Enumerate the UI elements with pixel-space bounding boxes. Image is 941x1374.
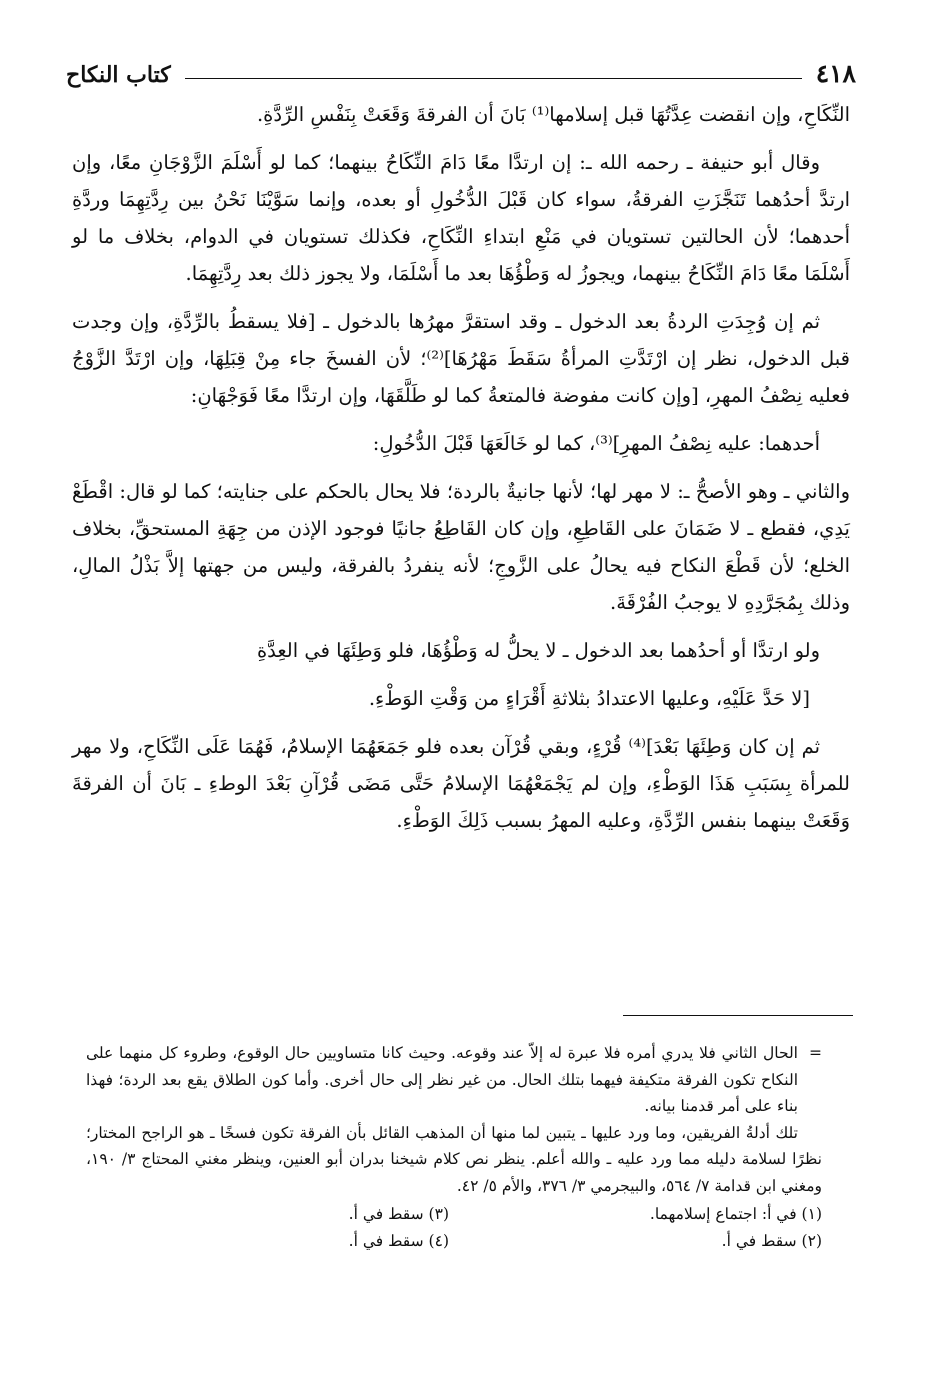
footnotes <box>86 1040 822 1254</box>
footnote-separator <box>623 1015 853 1016</box>
footnote-1: (١) في أ: اجتماع إسلامهما. <box>649 1205 822 1223</box>
footnote-list <box>86 1201 822 1254</box>
footnote-4: (٤) سقط في أ. <box>348 1231 449 1250</box>
paragraph: ثم إن وُجِدَتِ الردةُ بعد الدخول ـ وقد استقرَّ مهرُها بالدخول ـ [فلا يسقطُ بالرِّدَّةِ، وإن وجدت قبل الدخول، نظر إن ارْتَدَّتِ المرأةُ سَقَطَ مَهْرُهَا]⁽²⁾؛ لأن الفسخَ جاء مِنْ قِبَلِهَا، وإن ارْتَدَّ الزَّوْجُ فعليه نِصْفُ المهرِ، [وإن كانت مفوضة فالمتعةُ كما لو طَلَّقَهَا، وإن ارتدَّا معًا فَوَجْهَانِ: <box>72 310 850 407</box>
continuation-mark: = <box>809 1044 822 1062</box>
footnote-3: (٣) سقط في أ. <box>348 1205 449 1223</box>
paragraph: أحدهما: عليه نِصْفُ المهرِ]⁽³⁾، كما لو خَالَعَهَا قَبْلَ الدُّخُولِ: <box>372 432 820 455</box>
footnote-text: تلك أدلةُ الفريقين، وما ورد عليها ـ يتبين لما منها أن المذهب القائل بأن الفرقة تكون فسخًا ـ هو الراجح المختار؛ نظرًا لسلامة دليله مما ورد عليه ـ والله أعلم. ينظر نص كلام شيخنا بدران أبو العنين، وينظر مغني المحتاج ٣/ ١٩٠، ومغني ابن قدامة ٧/ ٥٦٤، والبيجرمي ٣/ ٣٧٦، والأم ٥/ ٤٢. <box>86 1123 822 1195</box>
paragraph: [لا حَدَّ عَلَيْهِ، وعليها الاعتدادُ بثلاثةِ أَقْرَاءٍ من وَقْتِ الوَطْءِ. <box>368 687 810 710</box>
footnote-text: الحال الثاني فلا يدري أمره فلا عبرة له إلاّ عند وقوعه. وحيث كانا متساويين حال الوقوع، وطروء كل منهما على النكاح تكون الفرقة متكيفة فيهما بتلك الحال. من غير نظر إلى حال أخرى. وأما كون الطلاق يقع بعد الردة؛ فهذا بناء على أمر قدمنا بيانه. <box>86 1044 798 1115</box>
page-header <box>66 48 856 88</box>
paragraph: والثاني ـ وهو الأصحُّ ـ: لا مهر لها؛ لأنها جانيةٌ بالردة؛ فلا يحال بالحكم على جنايته؛ كما لو قال: اقْطَعْ يَدِي، فقطع ـ لا ضَمَانَ على القَاطِعِ، وإن كان القَاطِعُ جانيًا فوجود الإذن من جِهَةِ المستحقِّ، بخلاف الخلع؛ لأن قَطْعَ النكاح فيه يحالُ على الزَّوجِ؛ لأنه ينفردُ بالفرقة، وليس من جهتها إلاَّ بَذْلُ المالِ، وذلك بِمُجَرَّدِهِ لا يوجبُ الفُرْقَةَ. <box>72 480 850 614</box>
footnote-2: (٢) سقط في أ. <box>721 1231 822 1250</box>
paragraph: ولو ارتدَّا أو أحدُهما بعد الدخول ـ لا يحلُّ له وَطْؤُهَا، فلو وَطِئَهَا في العِدَّةِ <box>256 639 820 662</box>
main-text <box>72 96 850 850</box>
header-rule <box>185 78 802 79</box>
paragraph: وقال أبو حنيفة ـ رحمه الله ـ: إن ارتدَّا معًا دَامَ النِّكَاحُ بينهما؛ كما لو أَسْلَمَ الزَّوْجَانِ معًا، وإن ارتدَّ أحدُهما تَنَجَّزَتِ الفرقةُ، سواء كان قَبْلَ الدُّخُولِ أو بعده، وإنما سَوَّيْنَا نَحْنُ بين رِدَّتِهِمَا وردَّةِ أحدهما؛ لأن الحالتين تستويان في مَنْعِ ابتداءِ النِّكَاحِ، فكذلك تستويان في الدوام، بخلاف ما لو أَسْلَمَا معًا دَامَ النِّكَاحُ بينهما، ويجوزُ له وَطْؤُهَا بعد ما أَسْلَمَا، ولا يجوز ذلك بعد رِدَّتِهِمَا. <box>72 151 850 285</box>
paragraph: ثم إن كان وَطِئَهَا بَعْدَ]⁽⁴⁾ قُرْءٍ، وبقي قُرْآن بعده فلو جَمَعَهُمَا الإسلامُ، فَهُمَا عَلَى النِّكَاحِ، ولا مهر للمرأة بِسَبَبِ هَذَا الوَطْءِ، وإن لم يَجْمَعْهُمَا الإسلامُ حَتَّى مَضَى قُرْآنِ بَعْدَ الوطءِ ـ بَانَ أن الفرقةَ وَقَعَتْ بينهما بنفس الرِّدَّةِ، وعليه المهرُ بسبب ذَلِكَ الوَطْءِ. <box>72 735 850 832</box>
paragraph: النِّكَاحِ، وإن انقضت عِدَّتُهَا قبل إسلامها⁽¹⁾ بَانَ أن الفرقةَ وَقَعَتْ بِنَفْسِ الرِّدَّةِ. <box>256 103 850 126</box>
page-number: ٤١٨ <box>815 59 856 88</box>
footnote-continuation <box>86 1040 822 1120</box>
book-title: كتاب النكاح <box>66 62 171 88</box>
